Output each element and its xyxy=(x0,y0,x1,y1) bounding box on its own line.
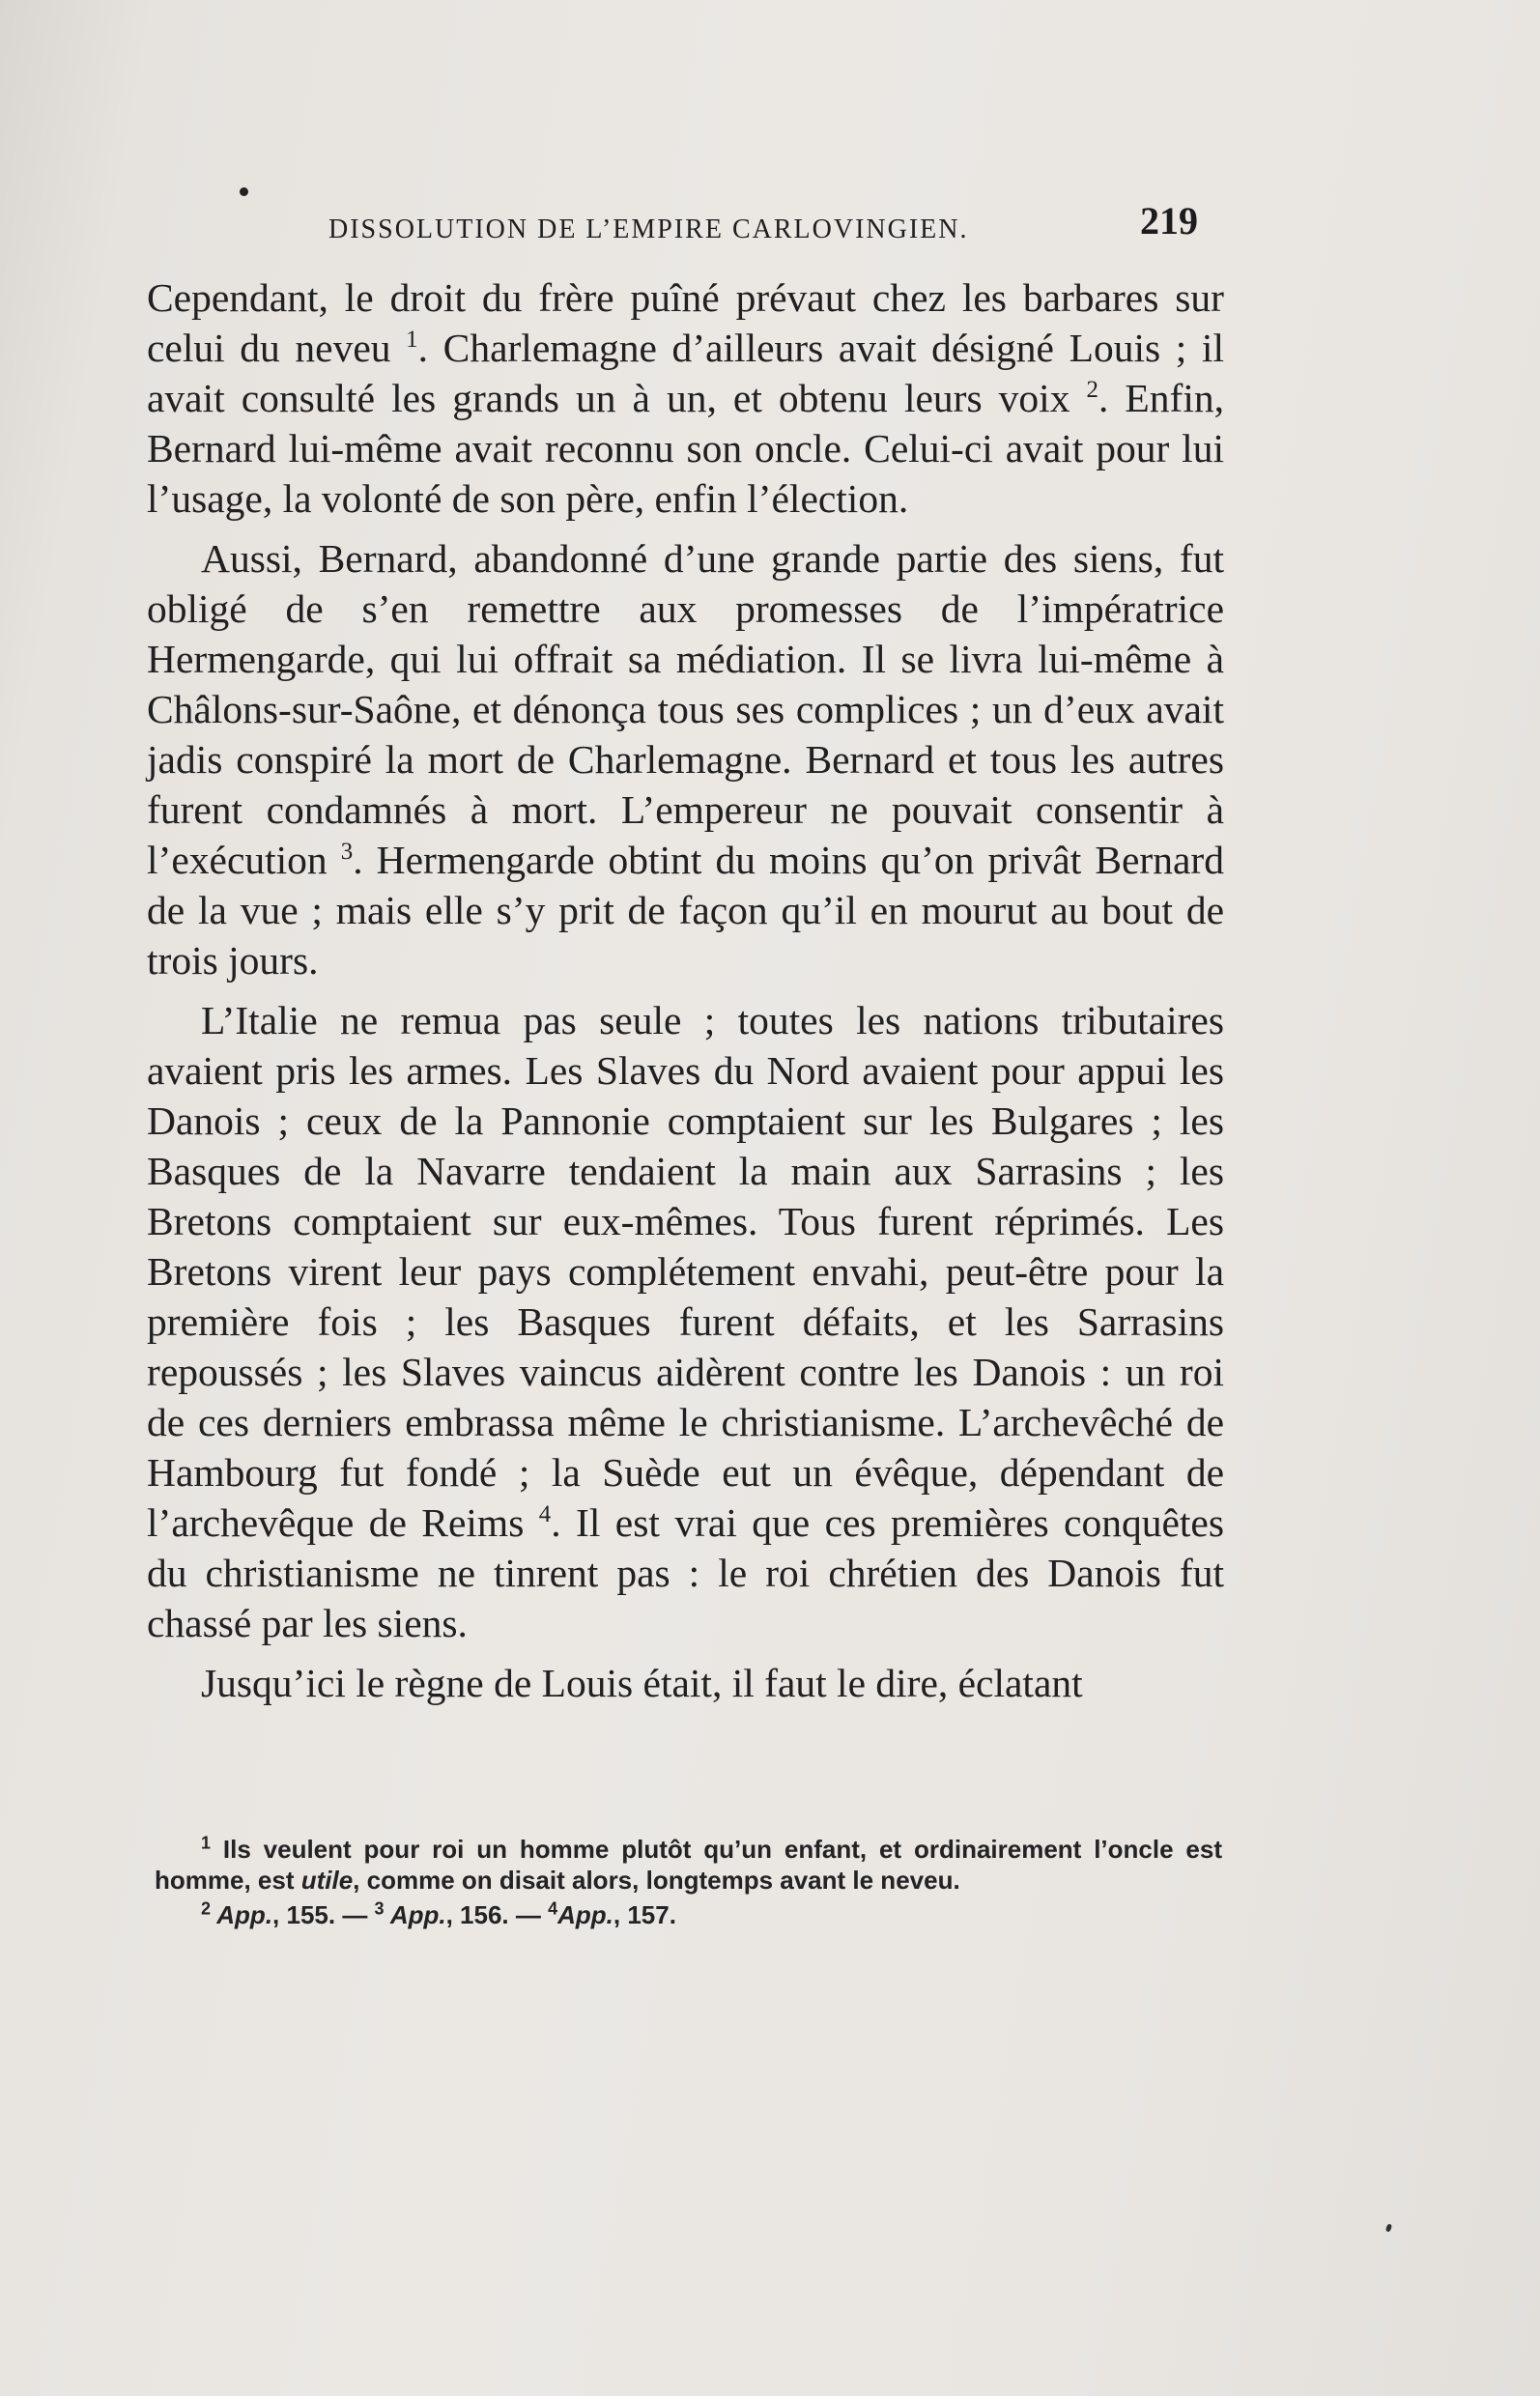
footnote-4-value: , 157. xyxy=(613,1900,676,1929)
footnote-3-value: , 156. — xyxy=(445,1900,549,1929)
footnote-3-ref: App. xyxy=(384,1900,446,1929)
paragraph-1-text-a: Cependant, le droit du frère puîné prévaut chez les barbares sur celui du neveu xyxy=(147,275,1224,370)
paragraph-4-text: Jusqu’ici le règne de Louis était, il faut le dire, éclatant xyxy=(201,1661,1083,1705)
paragraph-1-text-b: . Charlemagne d’ailleurs avait désigné Louis ; il avait consulté les grands un à un, et obtenu leurs voix xyxy=(147,326,1224,420)
footnote-2-3-4 xyxy=(155,1899,1222,1930)
footnote-ref-1: 1 xyxy=(406,327,418,354)
page-number: 219 xyxy=(1140,199,1198,242)
footnote-ref-2: 2 xyxy=(1086,377,1098,404)
footnote-ref-3: 3 xyxy=(340,839,354,866)
ink-dot xyxy=(240,187,248,196)
footnote-2-number: 2 xyxy=(201,1898,212,1919)
footnote-4-ref: App. xyxy=(557,1900,613,1929)
paragraph-1-text-c: . Enfin, Bernard lui-même avait reconnu son oncle. Celui-ci avait pour lui l’usage, la volonté de son père, enfin l’élection. xyxy=(147,376,1224,521)
paragraph-3-text-a: L’Italie ne remua pas seule ; toutes les nations tributaires avaient pris les armes. Les Slaves du Nord avaient pour appui les Danois ; ceux de la Pannonie comptaient sur les Bulgares ; les Basques de la Navarre tendaient la main aux Sarrasins ; les Bretons comptaient sur eux-mêmes. Tous furent réprimés. Les Bretons virent leur pays complétement envahi, peut-être pour la première fois ; les Basques furent défaits, et les Sarrasins repoussés ; les Slaves vaincus aidèrent contre les Danois : un roi de ces derniers embrassa même le christianisme. L’archevêché de Hambourg fut fondé ; la Suède eut un évêque, dépendant de l’archevêque de Reims xyxy=(147,998,1224,1545)
footnote-1-italic: utile xyxy=(300,1866,354,1895)
footnote-ref-4: 4 xyxy=(538,1501,552,1528)
footnote-2-value: , 155. — xyxy=(272,1900,375,1929)
paragraph-2-text-b: . Hermengarde obtint du moins qu’on privât Bernard de la vue ; mais elle s’y prit de façon qu’il en mourut au bout de trois jours. xyxy=(147,838,1224,983)
paragraph-3-text-b: . Il est vrai que ces premières conquêtes du christianisme ne tinrent pas : le roi chrétien des Danois fut chassé par les siens. xyxy=(147,1500,1224,1645)
paragraph-2 xyxy=(147,533,1224,985)
footnote-3-number: 3 xyxy=(374,1898,385,1919)
footnote-4-number: 4 xyxy=(548,1898,558,1919)
running-title: DISSOLUTION DE L’EMPIRE CARLOVINGIEN. xyxy=(328,214,969,244)
footnote-1 xyxy=(155,1834,1222,1896)
paragraph-4 xyxy=(147,1658,1224,1708)
ink-speck xyxy=(1385,2223,1392,2232)
footnote-1-text-a: Ils veulent pour roi un homme plutôt qu’un enfant, et ordinairement l’oncle est homme, est xyxy=(155,1835,1222,1895)
footnote-1-number: 1 xyxy=(201,1833,212,1853)
paragraph-1 xyxy=(147,272,1224,524)
body-text xyxy=(147,272,1224,1718)
footnotes xyxy=(155,1834,1222,1930)
footnote-1-text-b: , comme on disait alors, longtemps avant le neveu. xyxy=(353,1866,960,1895)
paragraph-3 xyxy=(147,995,1224,1648)
footnote-2-ref: App. xyxy=(211,1900,273,1929)
paragraph-2-text-a: Aussi, Bernard, abandonné d’une grande partie des siens, fut obligé de s’en remettre aux promesses de l’impératrice Hermengarde, qui lui offrait sa médiation. Il se livra lui-même à Châlons-sur-Saône, et dénonça tous ses complices ; un d’eux avait jadis conspiré la mort de Charlemagne. Bernard et tous les autres furent condamnés à mort. L’empereur ne pouvait consentir à l’exécution xyxy=(147,536,1224,882)
